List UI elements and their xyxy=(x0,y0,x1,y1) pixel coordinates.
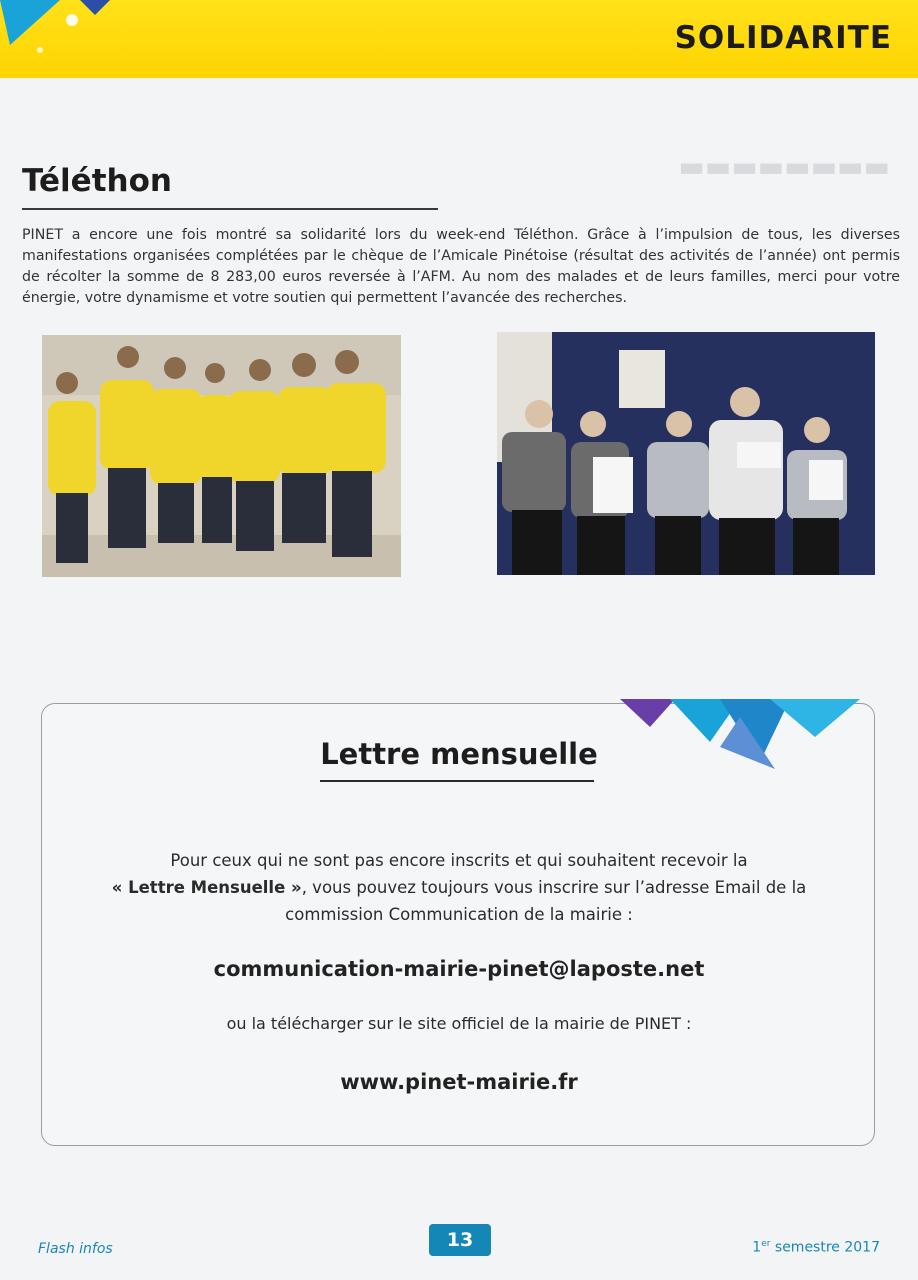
footer-semester: semestre 2017 xyxy=(770,1239,880,1256)
lettre-title-underline xyxy=(320,780,594,782)
lettre-email-link[interactable]: communication-mairie-pinet@laposte.net xyxy=(213,957,705,981)
lettre-paragraph-start: Pour ceux qui ne sont pas encore inscrits et qui souhaitent recevoir la xyxy=(170,851,748,870)
lettre-download-text: ou la télécharger sur le site officiel de la mairie de PINET : xyxy=(226,1014,692,1033)
footer-publication-name: Flash infos xyxy=(38,1241,113,1257)
lettre-website-link[interactable]: www.pinet-mairie.fr xyxy=(340,1070,578,1094)
decorative-burst-icon xyxy=(0,0,130,60)
photo-children-reading xyxy=(497,332,875,575)
telethon-body: PINET a encore une fois montré sa solidarité lors du week-end Téléthon. Grâce à l’impulsion de tous, les diverses manifestations organisées complétées par le chèque de l’Amicale Pinétoise (résultat des activités de l’année) ont permis de récolter la somme de 8 283,00 euros reversée à l’AFM. Au nom des malades et de leurs familles, merci pour votre énergie, votre dynamisme et votre soutien qui permettent l’avancée des recherches. xyxy=(22,227,900,306)
lettre-title: Lettre mensuelle xyxy=(320,737,598,771)
footer-issue-date xyxy=(752,1239,880,1256)
lettre-paragraph xyxy=(60,847,858,928)
page-number-badge: 13 xyxy=(429,1224,491,1256)
footer-ordinal: 1 xyxy=(752,1239,762,1256)
telethon-title: Téléthon xyxy=(22,163,172,199)
telethon-title-underline xyxy=(22,208,438,210)
bleed-through-decoration: ▬▬▬▬▬▬▬▬ xyxy=(678,150,890,183)
lettre-paragraph-end: , vous pouvez toujours vous inscrire sur l’adresse Email de la commission Communication de la mairie : xyxy=(285,878,807,924)
photo-group-yellow-tshirts xyxy=(42,335,401,577)
footer-ordinal-suffix: er xyxy=(761,1239,771,1249)
section-title: SOLIDARITE xyxy=(674,20,892,56)
lettre-mensuelle-bold: « Lettre Mensuelle » xyxy=(111,878,302,897)
